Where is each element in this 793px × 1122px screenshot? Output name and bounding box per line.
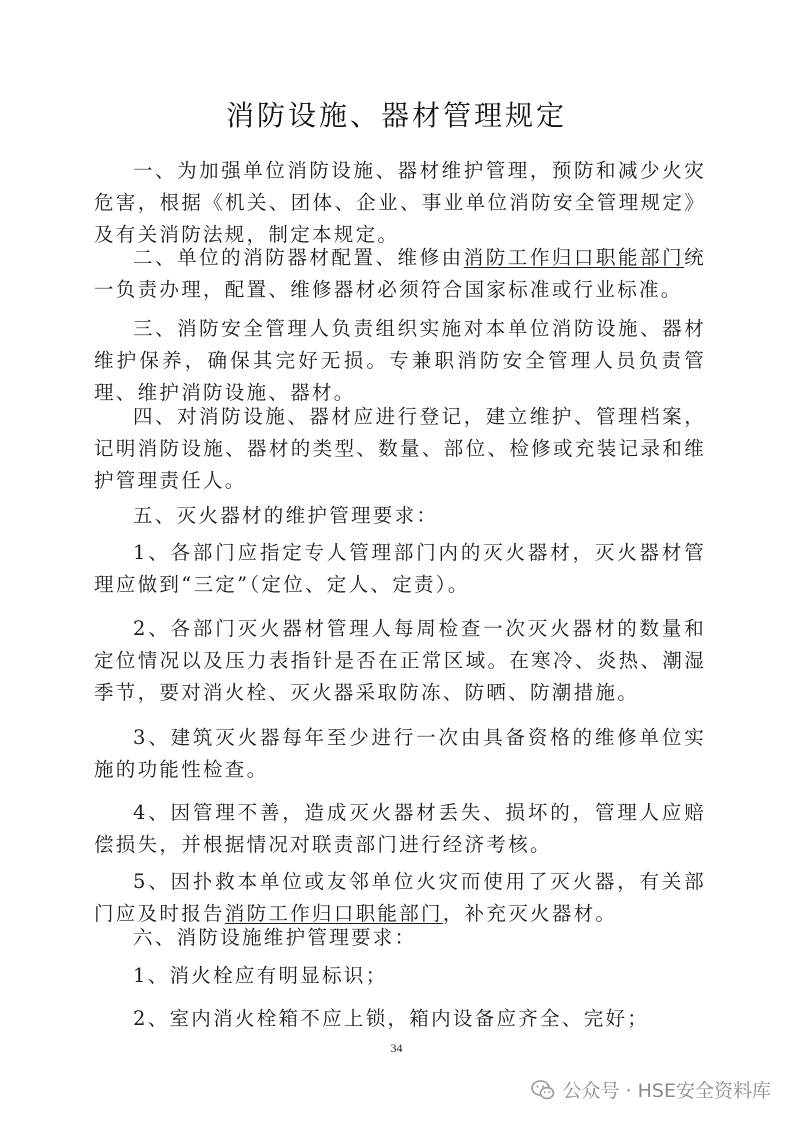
paragraph xyxy=(94,866,706,930)
paragraph-text xyxy=(94,722,706,786)
paragraph-text xyxy=(94,960,706,992)
paragraph xyxy=(94,242,706,306)
paragraph xyxy=(94,500,706,532)
paragraph-text xyxy=(94,313,706,409)
paragraph-text xyxy=(94,242,706,306)
text-segment: ，补充灭火器材。 xyxy=(442,902,618,925)
paragraph xyxy=(94,960,706,992)
paragraph xyxy=(94,313,706,409)
paragraph-text xyxy=(94,866,706,930)
paragraph xyxy=(94,155,706,251)
text-segment: 5、因扑救本单位或友邻单位火灾而使用了灭火器，有关部门应及时报告 xyxy=(94,870,706,925)
paragraph xyxy=(94,1003,706,1035)
paragraph xyxy=(94,797,706,861)
text-segment: 五、灭火器材的维护管理要求： xyxy=(133,504,439,527)
paragraph xyxy=(94,401,706,497)
text-segment: 2、各部门灭火器材管理人每周检查一次灭火器材的数量和定位情况以及压力表指针是否在正常区域。在寒冷、炎热、潮湿季节，要对消火栓、灭火器采取防冻、防晒、防潮措施。 xyxy=(94,617,706,704)
page-number: 34 xyxy=(390,1041,403,1055)
text-segment: 1、消火栓应有明显标识； xyxy=(133,964,388,987)
underlined-department-name: 消防工作归口职能部门 xyxy=(224,902,443,925)
paragraph-text xyxy=(94,1003,706,1035)
page-title: 消防设施、器材管理规定 xyxy=(225,99,567,132)
text-segment: 三、消防安全管理人负责组织实施对本单位消防设施、器材维护保养，确保其完好无损。专兼职消防安全管理人员负责管理、维护消防设施、器材。 xyxy=(94,317,706,404)
paragraph-text xyxy=(94,613,706,709)
paragraph-text xyxy=(94,155,706,251)
text-segment: 一、为加强单位消防设施、器材维护管理，预防和减少火灾危害，根据《机关、团体、企业、事业单位消防安全管理规定》及有关消防法规，制定本规定。 xyxy=(94,159,706,246)
paragraph xyxy=(94,613,706,709)
text-segment: 4、因管理不善，造成灭火器材丢失、损坏的，管理人应赔偿损失，并根据情况对联责部门进行经济考核。 xyxy=(94,801,706,856)
watermark xyxy=(531,1076,771,1103)
text-segment: 1、各部门应指定专人管理部门内的灭火器材，灭火器材管理应做到“三定”（定位、定人、定责）。 xyxy=(94,541,706,596)
paragraph xyxy=(94,722,706,786)
text-segment: 四、对消防设施、器材应进行登记，建立维护、管理档案，记明消防设施、器材的类型、数量、部位、检修或充装记录和维护管理责任人。 xyxy=(94,405,706,492)
watermark-text: 公众号 · HSE安全资料库 xyxy=(562,1080,771,1102)
paragraph-text xyxy=(94,537,706,601)
paragraph-text xyxy=(94,500,706,532)
paragraph xyxy=(94,537,706,601)
paragraph xyxy=(94,922,706,954)
paragraph-text xyxy=(94,797,706,861)
paragraph-text xyxy=(94,401,706,497)
underlined-department-name: 消防工作归口职能部门 xyxy=(463,246,685,269)
text-segment: 3、建筑灭火器每年至少进行一次由具备资格的维修单位实施的功能性检查。 xyxy=(94,726,706,781)
text-segment: 2、室内消火栓箱不应上锁，箱内设备应齐全、完好； xyxy=(133,1007,650,1030)
wechat-icon xyxy=(531,1079,555,1101)
text-segment: 六、消防设施维护管理要求： xyxy=(133,926,417,949)
paragraph-text xyxy=(94,922,706,954)
text-segment: 统一负责办理，配置、维修器材必须符合国家标准或行业标准。 xyxy=(94,246,706,301)
text-segment: 二、单位的消防器材配置、维修由 xyxy=(133,246,464,269)
